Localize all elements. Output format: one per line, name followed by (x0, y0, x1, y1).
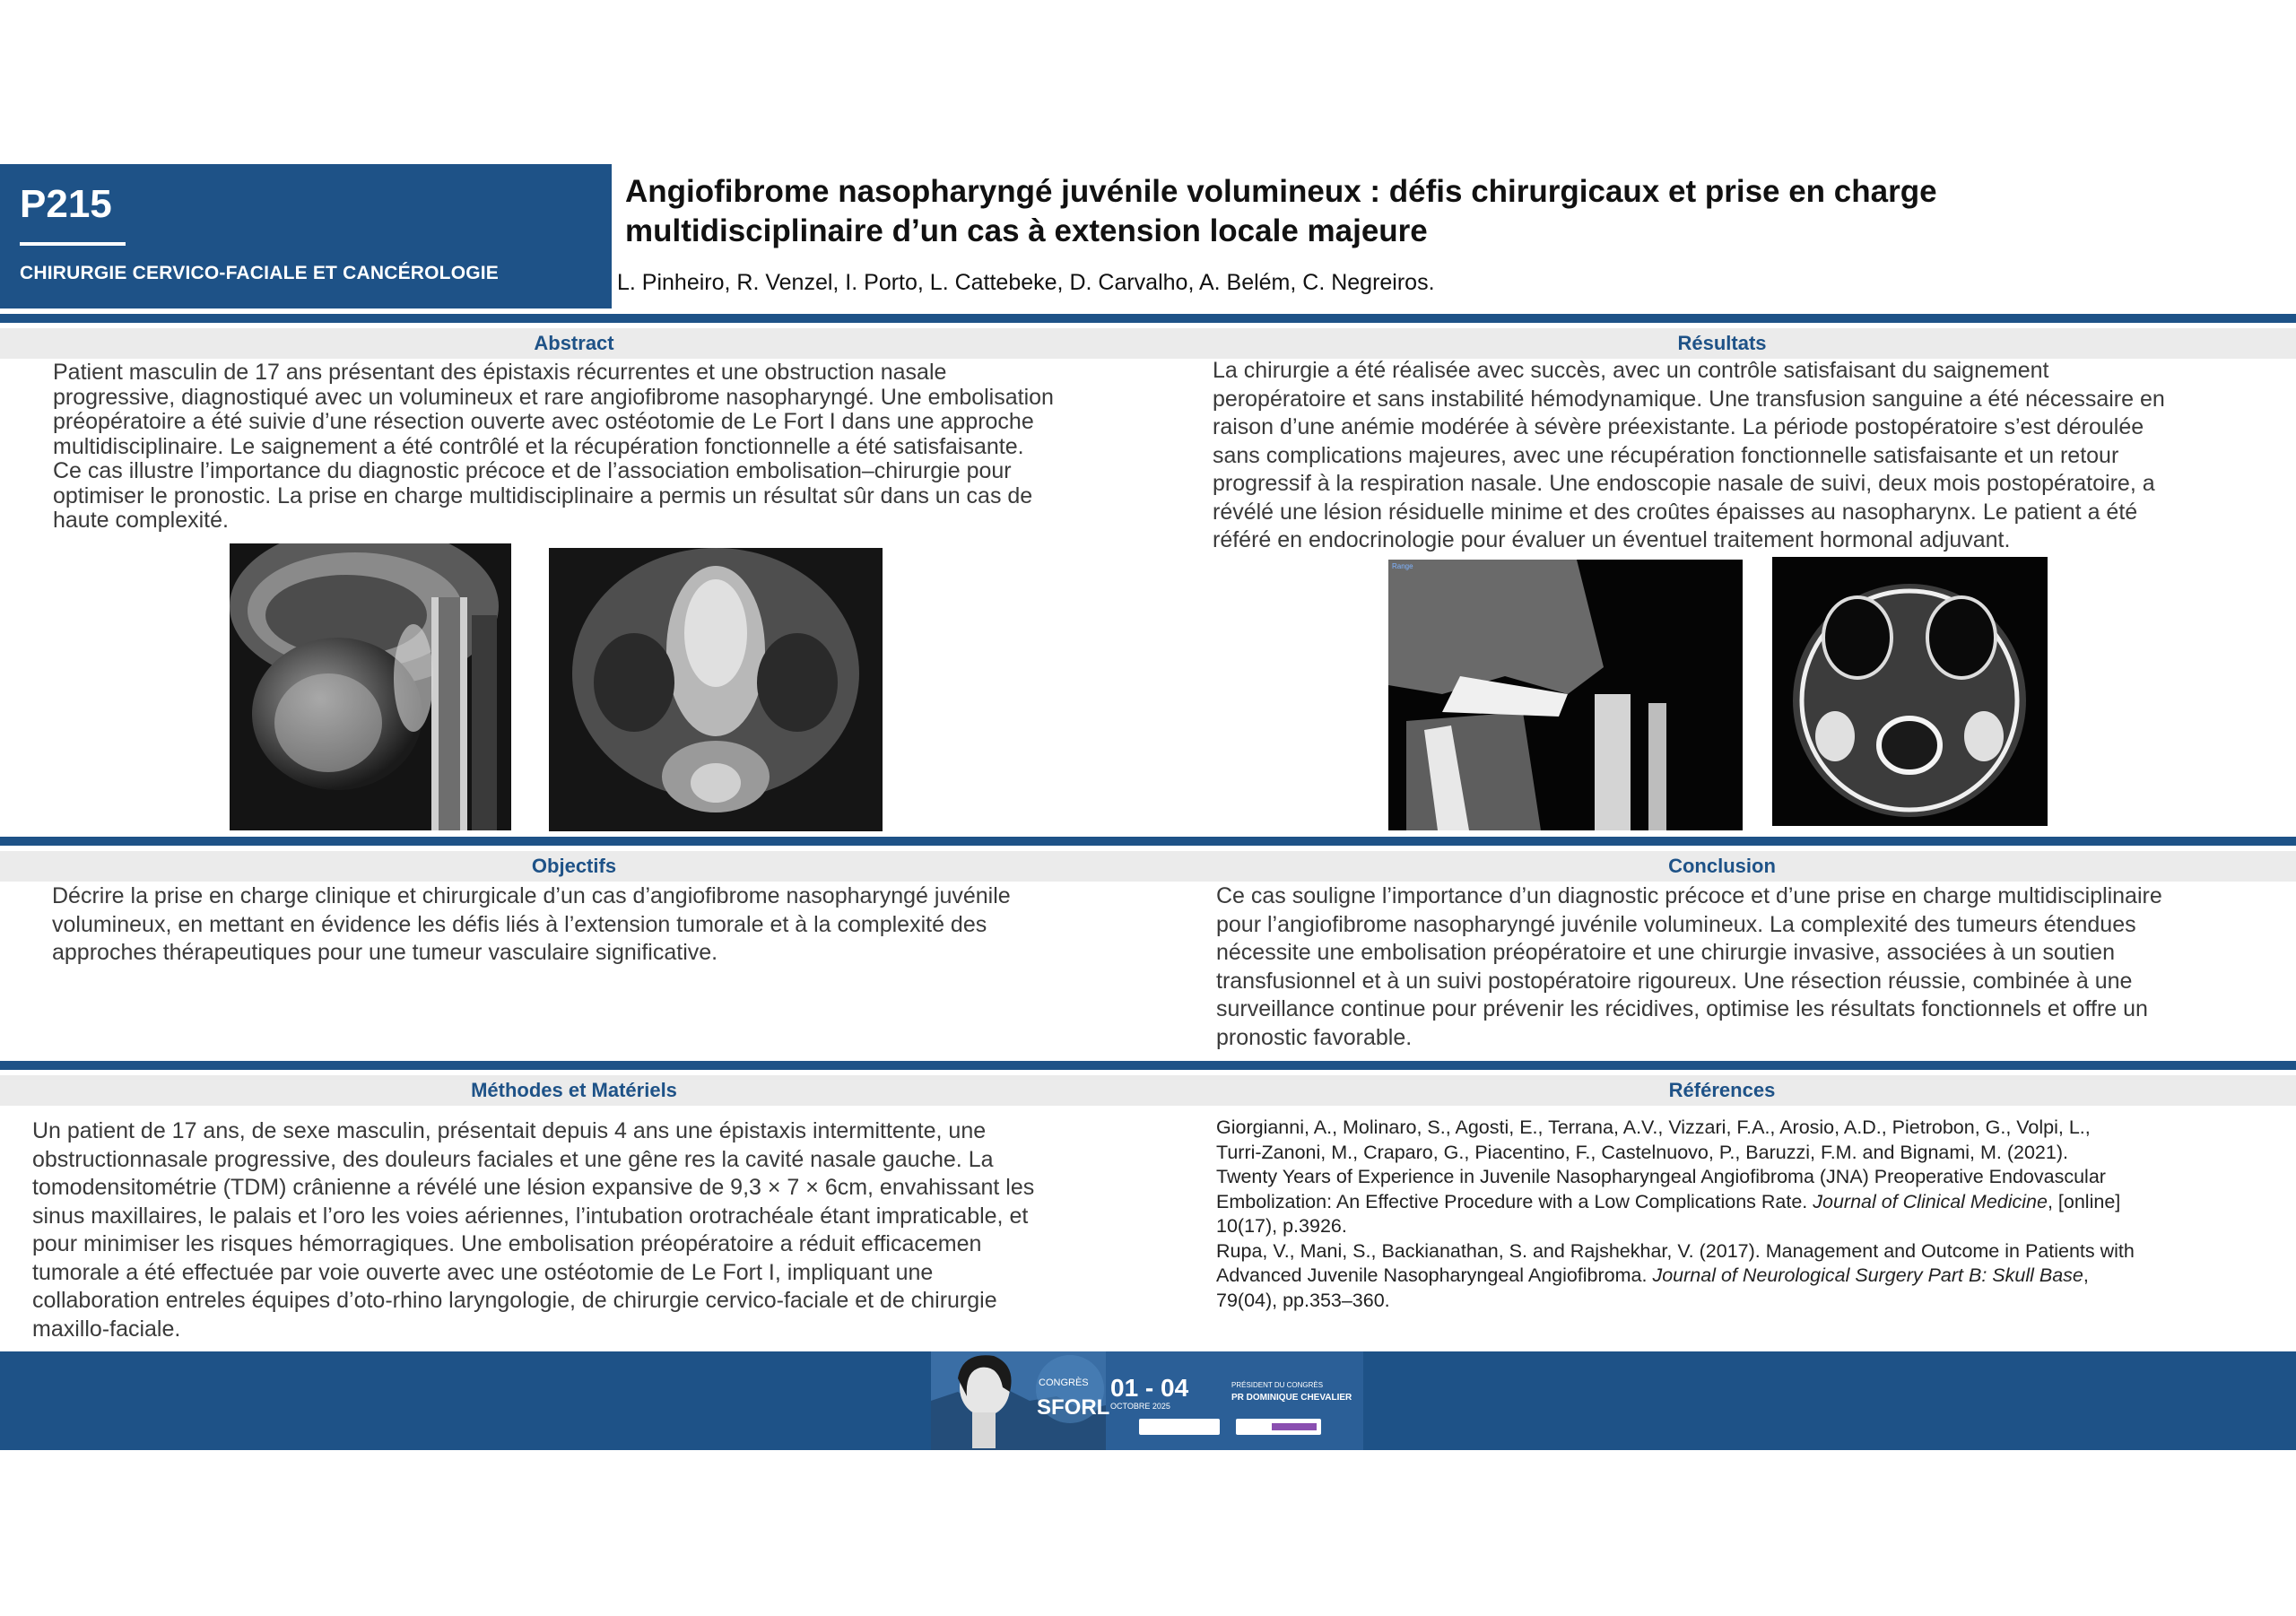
banner-small-text: CONGRÈS (1039, 1377, 1089, 1388)
poster-id: P215 (20, 182, 112, 226)
objectifs-text (52, 882, 1137, 968)
text-line: raison d’une anémie modérée à sévère préexistante. La période postopératoire s’est déroulée (1213, 414, 2144, 439)
abstract-text (53, 361, 1129, 534)
ref-line: Rupa, V., Mani, S., Backianathan, S. and Rajshekhar, V. (2017). Management and Outcome in Patients with (1216, 1239, 2135, 1262)
banner-month: OCTOBRE 2025 (1110, 1402, 1170, 1411)
ref-text: Embolization: An Effective Procedure with a Low Complications Rate. (1216, 1190, 1813, 1212)
title-line-1: Angiofibrome nasopharyngé juvénile volumineux : défis chirurgicaux et prise en charge (625, 174, 1937, 209)
section-rule (0, 1061, 2296, 1070)
ref-line: Twenty Years of Experience in Juvenile Nasopharyngeal Angiofibroma (JNA) Preoperative Endovascular (1216, 1166, 2106, 1187)
text-line: transfusionnel et à un suivi postopératoire rigoureux. Une résection réussie, combinée à une (1216, 968, 2133, 994)
badge-divider (20, 242, 126, 246)
resultats-text (1213, 357, 2289, 555)
mri-sagittal-image (230, 543, 511, 830)
text-line: multidisciplinaire. Le saignement a été contrôlé et la récupération fonctionnelle a été satisfaisante. (53, 433, 1024, 459)
text-line: maxillo-faciale. (32, 1316, 181, 1342)
banner-brand: SFORL (1037, 1395, 1110, 1420)
ref-journal: Journal of Neurological Surgery Part B: Skull Base (1652, 1264, 2083, 1286)
text-line: La chirurgie a été réalisée avec succès, avec un contrôle satisfaisant du saignement (1213, 358, 2049, 383)
text-line: nécessite une embolisation préopératoire et une chirurgie invasive, associées à un soutien (1216, 940, 2115, 965)
text-line: sans complications majeures, avec une récupération fonctionnelle satisfaisante et un retour (1213, 442, 2119, 468)
poster-category: CHIRURGIE CERVICO-FACIALE ET CANCÉROLOGIE (20, 263, 500, 283)
methodes-text (32, 1117, 1144, 1343)
text-line: révélé une lésion résiduelle minime et des croûtes épaisses au nasopharynx. Le patient a été (1213, 499, 2138, 525)
congress-banner-art (931, 1351, 1363, 1450)
text-line: surveillance continue pour prévenir les récidives, optimise les résultats fonctionnels et offre un (1216, 996, 2148, 1021)
ct-sagittal-image (1388, 560, 1743, 830)
ref-line (1216, 1264, 2283, 1289)
abstract-heading: Abstract (0, 328, 1148, 359)
authors: L. Pinheiro, R. Venzel, I. Porto, L. Cattebeke, D. Carvalho, A. Belém, C. Negreiros. (617, 270, 1435, 295)
poster-title (625, 172, 2042, 251)
text-line: Ce cas souligne l’importance d’un diagnostic précoce et d’une prise en charge multidisciplinaire (1216, 883, 2162, 908)
text-line: tumorale a été effectuée par voie ouverte avec une ostéotomie de Le Fort I, impliquant une (32, 1259, 934, 1285)
sponsor-logo-mark (1272, 1423, 1317, 1430)
conclusion-text (1216, 882, 2292, 1052)
ref-line: Giorgianni, A., Molinaro, S., Agosti, E., Terrana, A.V., Vizzari, F.A., Arosio, A.D., Pietrobon, G., Volpi, L., (1216, 1116, 2091, 1138)
text-line: collaboration entreles équipes d’oto-rhino laryngologie, de chirurgie cervico-faciale et de chirurgie (32, 1288, 997, 1313)
text-line: volumineux, en mettant en évidence les défis liés à l’extension tumorale et à la complexité des (52, 911, 987, 937)
ref-line: 79(04), pp.353–360. (1216, 1289, 1390, 1311)
title-line-2: multidisciplinaire d’un cas à extension locale majeure (625, 213, 1428, 248)
ref-line: 10(17), p.3926. (1216, 1215, 1347, 1237)
ref-text: Advanced Juvenile Nasopharyngeal Angiofibroma. (1216, 1264, 1653, 1286)
text-line: approches thérapeutiques pour une tumeur vasculaire significative. (52, 940, 718, 965)
references-list (1216, 1116, 2283, 1313)
text-line: sinus maxillaires, le palais et l’oro les voies aériennes, l’intubation orotrachéale étant impraticable, et (32, 1203, 1029, 1229)
banner-president-name: PR DOMINIQUE CHEVALIER (1231, 1393, 1352, 1403)
text-line: pour l’angiofibrome nasopharyngé juvénile volumineux. La complexité des tumeurs étendues (1216, 911, 2136, 937)
text-line: Un patient de 17 ans, de sexe masculin, présentait depuis 4 ans une épistaxis intermittente, une (32, 1118, 987, 1143)
references-heading: Références (1148, 1075, 2296, 1106)
reference-item (1216, 1239, 2283, 1314)
objectifs-heading: Objectifs (0, 851, 1148, 882)
ct-axial-image (1772, 557, 2048, 826)
text-line: obstructionnasale progressive, des douleurs faciales et une gêne res la cavité nasale gauche. La (32, 1146, 994, 1172)
text-line: Décrire la prise en charge clinique et chirurgicale d’un cas d’angiofibrome nasopharyngé juvénile (52, 883, 1011, 908)
text-line: optimiser le pronostic. La prise en charge multidisciplinaire a permis un résultat sûr dans un cas de (53, 482, 1033, 508)
text-line: peropératoire et sans instabilité hémodynamique. Une transfusion sanguine a été nécessaire en (1213, 386, 2165, 412)
banner-president-label: PRÉSIDENT DU CONGRÈS (1231, 1381, 1324, 1389)
svg-text:Range: Range (1392, 562, 1413, 570)
text-line: progressif à la respiration nasale. Une endoscopie nasale de suivi, deux mois postopératoire, a (1213, 471, 2155, 496)
conclusion-heading: Conclusion (1148, 851, 2296, 882)
congress-banner (931, 1351, 1363, 1450)
section-rule (0, 314, 2296, 323)
section-rule (0, 837, 2296, 846)
text-line: progressive, diagnostiqué avec un volumineux et rare angiofibrome nasopharyngé. Une embolisation (53, 384, 1054, 410)
poster-badge (0, 164, 612, 308)
text-line: référé en endocrinologie pour évaluer un éventuel traitement hormonal adjuvant. (1213, 527, 2011, 552)
mri-axial-image (549, 548, 883, 831)
text-line: pronostic favorable. (1216, 1024, 1413, 1050)
sponsor-logo (1139, 1419, 1220, 1435)
reference-item (1216, 1116, 2283, 1239)
text-line: préopératoire a été suivie d’une résection ouverte avec ostéotomie de Le Fort I dans une approche (53, 409, 1034, 434)
ref-journal: Journal of Clinical Medicine (1813, 1190, 2048, 1212)
text-line: pour minimiser les risques hémorragiques. Une embolisation préopératoire a réduit efficacemen (32, 1231, 982, 1256)
ref-text: , [online] (2047, 1190, 2121, 1212)
banner-dates: 01 - 04 (1110, 1374, 1189, 1402)
resultats-heading: Résultats (1148, 328, 2296, 359)
text-line: haute complexité. (53, 508, 229, 533)
ref-line: Turri-Zanoni, M., Craparo, G., Piacentino, F., Castelnuovo, P., Baruzzi, F.M. and Bignami, M. (2021). (1216, 1141, 2068, 1163)
text-line: Patient masculin de 17 ans présentant des épistaxis récurrentes et une obstruction nasale (53, 360, 947, 385)
methodes-heading: Méthodes et Matériels (0, 1075, 1148, 1106)
ref-line (1216, 1190, 2283, 1215)
text-line: tomodensitométrie (TDM) crânienne a révélé une lésion expansive de 9,3 × 7 × 6cm, envahissant les (32, 1175, 1035, 1200)
ref-text: , (2083, 1264, 2089, 1286)
text-line: Ce cas illustre l’importance du diagnostic précoce et de l’association embolisation–chirurgie pour (53, 458, 1012, 483)
